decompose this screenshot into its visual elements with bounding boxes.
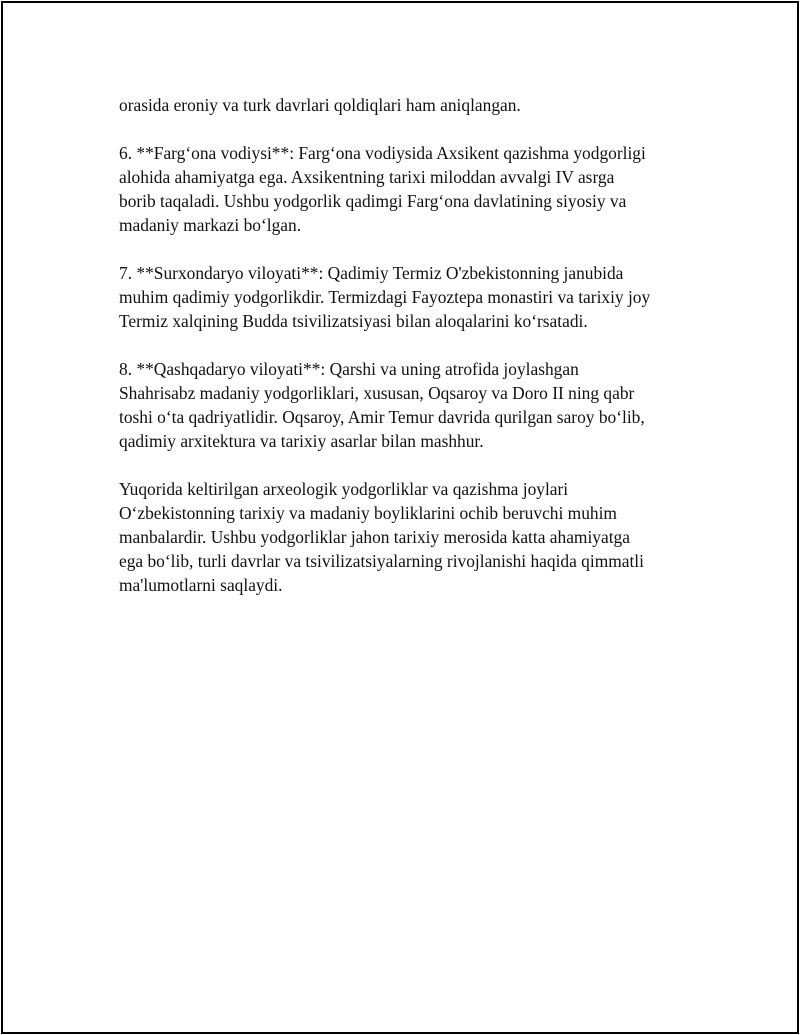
paragraph-fergana-valley: 6. **Farg‘ona vodiysi**: Farg‘ona vodiysida Axsikent qazishma yodgorligi alohida ahamiyatga ega. Axsikentning tarixi miloddan avvalgi IV asrga borib taqaladi. Ushbu yodgorlik qadimgi Farg‘ona davlatining siyosiy va madaniy markazi bo‘lgan. [119, 143, 646, 235]
document-body [119, 93, 689, 621]
paragraph-kashkadarya: 8. **Qashqadaryo viloyati**: Qarshi va uning atrofida joylashgan Shahrisabz madaniy yodgorliklari, xususan, Oqsaroy va Doro II ning qabr toshi o‘ta qadriyatlidir. Oqsaroy, Amir Temur davrida qurilgan saroy bo‘lib, qadimiy arxitektura va tarixiy asarlar bilan mashhur. [119, 359, 645, 451]
document-page [1, 1, 799, 1034]
paragraph-surkhandarya: 7. **Surxondaryo viloyati**: Qadimiy Termiz O'zbekistonning janubida muhim qadimiy yodgorlikdir. Termizdagi Fayoztepa monastiri va tarixiy joy Termiz xalqining Budda tsivilizatsiyasi bilan aloqalarini ko‘rsatadi. [119, 263, 651, 331]
paragraph-conclusion: Yuqorida keltirilgan arxeologik yodgorliklar va qazishma joylari O‘zbekistonning tarixiy va madaniy boyliklarini ochib beruvchi muhim manbalardir. Ushbu yodgorliklar jahon tarixiy merosida katta ahamiyatga ega bo‘lib, turli davrlar va tsivilizatsiyalarning rivojlanishi haqida qimmatli ma'lumotlarni saqlaydi. [119, 479, 644, 595]
paragraph-continuation: orasida eroniy va turk davrlari qoldiqlari ham aniqlangan. [119, 95, 521, 115]
